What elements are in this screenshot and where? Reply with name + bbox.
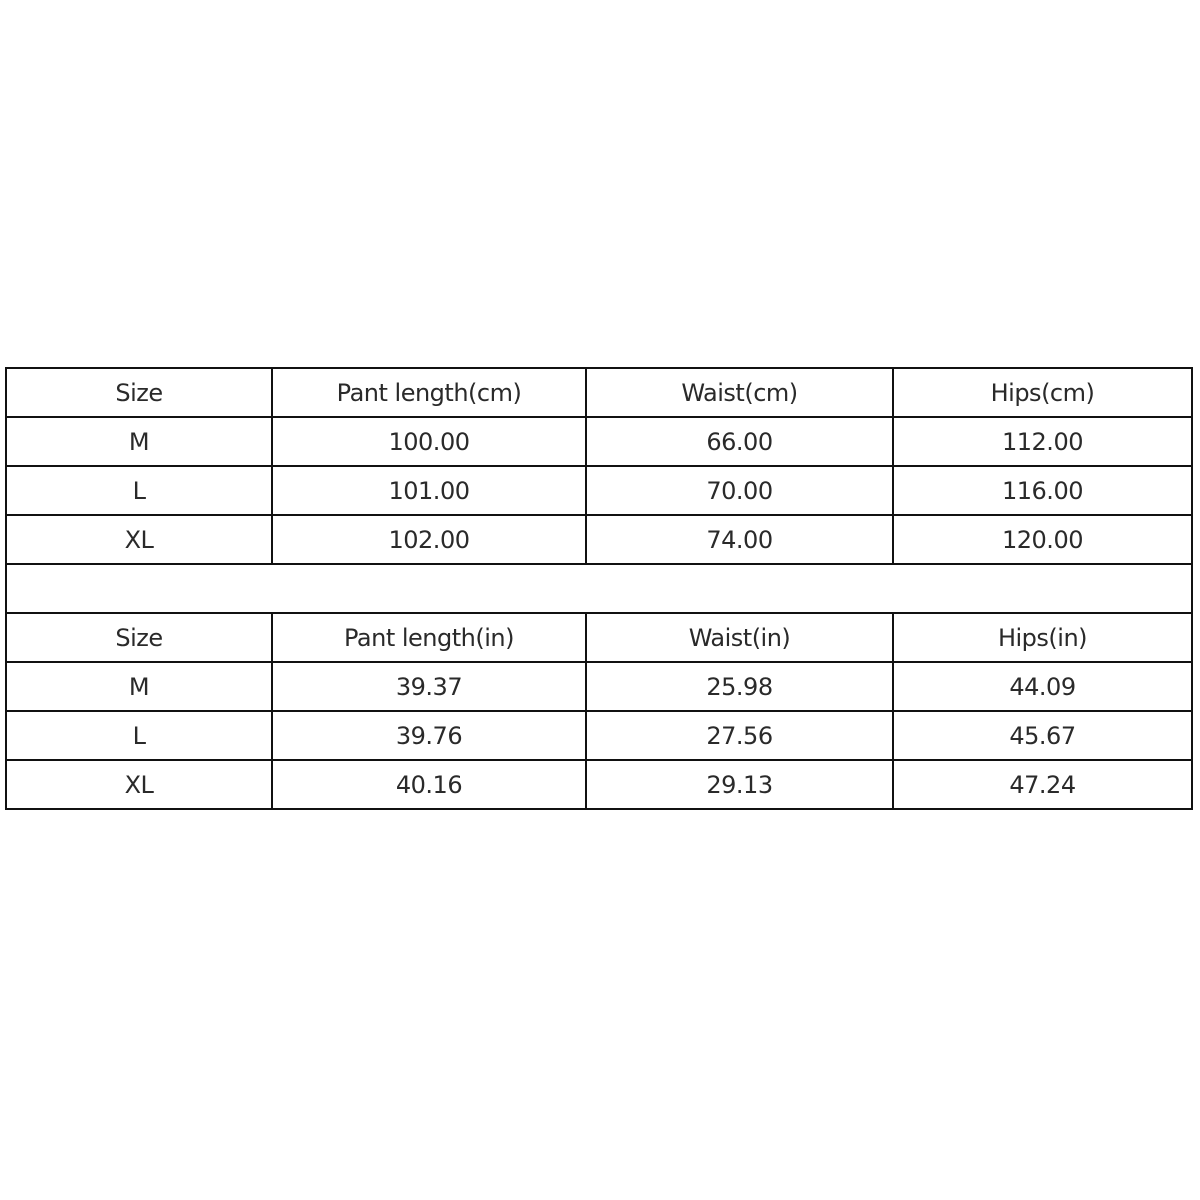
header-cell: Size: [6, 613, 272, 662]
hips-cell: 47.24: [893, 760, 1192, 809]
header-cell: Pant length(in): [272, 613, 586, 662]
size-cell: L: [6, 711, 272, 760]
size-cell: M: [6, 662, 272, 711]
waist-cell: 25.98: [586, 662, 893, 711]
header-cell: Waist(cm): [586, 368, 893, 417]
header-cell: Hips(cm): [893, 368, 1192, 417]
pant-length-cell: 39.76: [272, 711, 586, 760]
size-chart-table: [5, 367, 1193, 810]
hips-cell: 112.00: [893, 417, 1192, 466]
size-cell: XL: [6, 515, 272, 564]
header-cell: Size: [6, 368, 272, 417]
pant-length-cell: 39.37: [272, 662, 586, 711]
hips-cell: 44.09: [893, 662, 1192, 711]
size-cell: L: [6, 466, 272, 515]
hips-cell: 116.00: [893, 466, 1192, 515]
header-cell: Hips(in): [893, 613, 1192, 662]
pant-length-cell: 102.00: [272, 515, 586, 564]
table-row: [6, 760, 1192, 809]
waist-cell: 29.13: [586, 760, 893, 809]
spacer-row: [6, 564, 1192, 613]
waist-cell: 74.00: [586, 515, 893, 564]
pant-length-cell: 40.16: [272, 760, 586, 809]
size-cell: M: [6, 417, 272, 466]
spacer-cell: [6, 564, 1192, 613]
hips-cell: 120.00: [893, 515, 1192, 564]
table-row: [6, 515, 1192, 564]
in-header-row: [6, 613, 1192, 662]
pant-length-cell: 100.00: [272, 417, 586, 466]
waist-cell: 70.00: [586, 466, 893, 515]
table-row: [6, 662, 1192, 711]
pant-length-cell: 101.00: [272, 466, 586, 515]
header-cell: Pant length(cm): [272, 368, 586, 417]
hips-cell: 45.67: [893, 711, 1192, 760]
header-cell: Waist(in): [586, 613, 893, 662]
waist-cell: 66.00: [586, 417, 893, 466]
table-row: [6, 711, 1192, 760]
table-row: [6, 417, 1192, 466]
size-cell: XL: [6, 760, 272, 809]
cm-header-row: [6, 368, 1192, 417]
waist-cell: 27.56: [586, 711, 893, 760]
table-row: [6, 466, 1192, 515]
